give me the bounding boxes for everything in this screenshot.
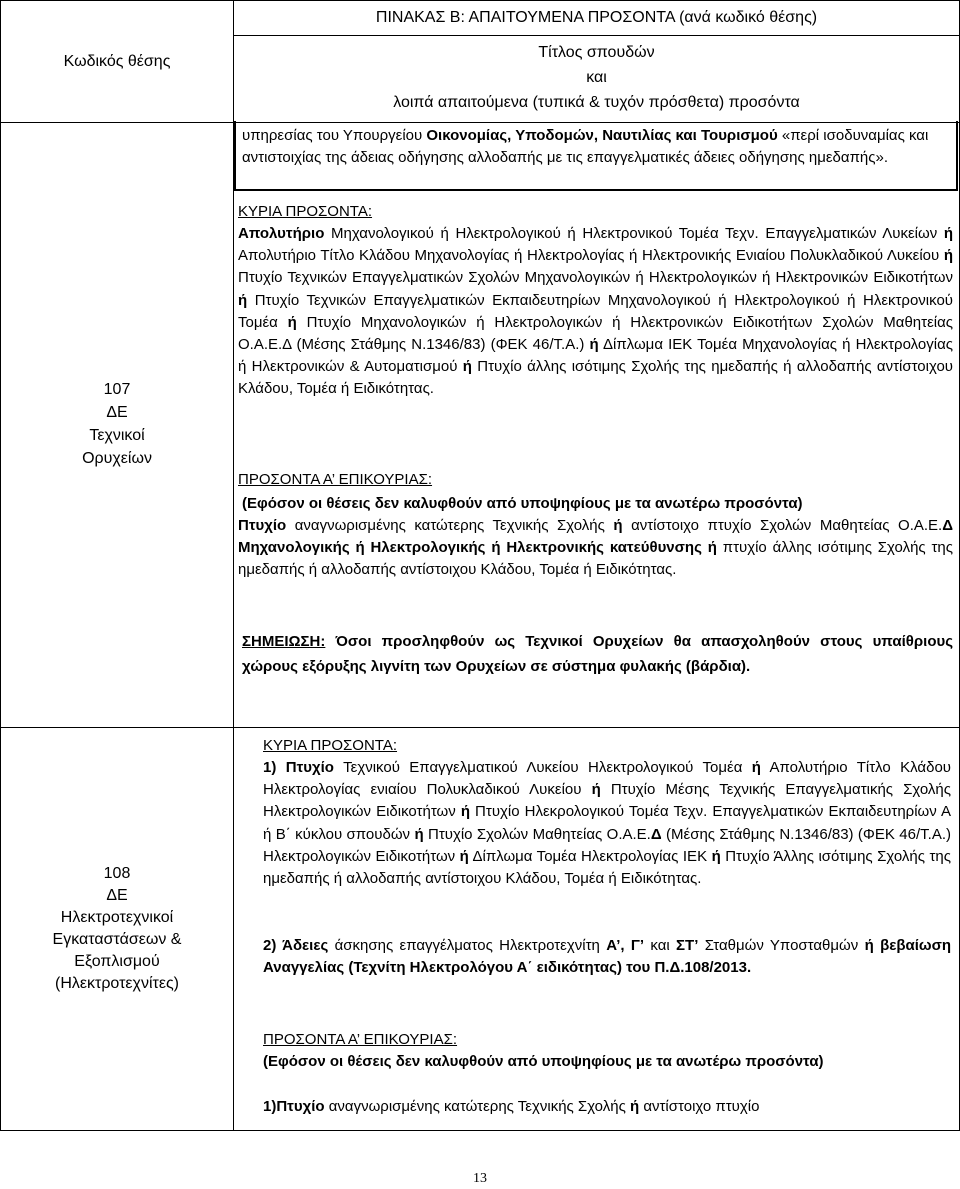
aux-qualifications-heading: ΠΡΟΣΟΝΤΑ Α’ ΕΠΙΚΟΥΡΙΑΣ: [238,471,433,488]
position-code-cell [1,727,234,1130]
main-qualifications-text: Απολυτήριο Μηχανολογικού ή Ηλεκτρολογικού ή Ηλεκτρονικού Τομέα Τεχν. Επαγγελματικών Λυκείων ή Απολυτήριο Τίτλο Κλάδου Μηχανολογίας ή Ηλεκτρολογίας ή Ηλεκτρονικής Ενιαίου Πολυκλαδικού Λυκείου ή Πτυχίο Τεχνικών Επαγγελματικών Σχολών Μηχανολογικών ή Ηλεκτρολογικών ή Ηλεκτρονικών Ειδικοτήτων ή Πτυχίο Τεχνικών Επαγγελματικών Εκπαιδευτηρίων Μηχανολογικού ή Ηλεκτρολογικού ή Ηλεκτρονικού Τομέα ή Πτυχίο Μηχανολογικών ή Ηλεκτρολογικών ή Ηλεκτρονικών Ειδικοτήτων Σχολών Μαθητείας Ο.Α.Ε.Δ (Μέσης Στάθμης Ν.1346/83) (ΦΕΚ 46/Τ.Α.) ή Δίπλωμα ΙΕΚ Τομέα Μηχανολογίας ή Ηλεκτρολογίας ή Ηλεκτρονικών & Αυτοματισμού ή Πτυχίο άλλης ισότιμης Σχολής της ημεδαπής ή αλλοδαπής αντίστοιχου Κλάδου, Τομέα ή Ειδικότητας. [238,225,953,398]
licence-requirements-text: 2) Άδειες άσκησης επαγγέλματος Ηλεκτροτεχνίτη Α’, Γ’ και ΣΤ’ Σταθμών Υποσταθμών ή βεβαίωση Αναγγελίας (Τεχνίτη Ηλεκτρολόγου Α΄ ειδικότητας) του Π.Δ.108/2013. [263,937,952,977]
position-title: Ηλεκτροτεχνικοί [60,908,174,926]
aux-qualifications-heading: ΠΡΟΣΟΝΤΑ Α’ ΕΠΙΚΟΥΡΙΑΣ: [263,1031,458,1048]
note-paragraph [242,629,953,679]
subtitle-line: και [586,69,607,86]
aux-qualifications-text: 1)Πτυχίο αναγνωρισμένης κατώτερης Τεχνικής Σχολής ή αντίστοιχο πτυχίο [263,1098,760,1115]
position-title: Ορυχείων [82,450,152,467]
position-category: ΔΕ [106,404,128,421]
continued-text-box: υπηρεσίας του Υπουργείου Οικονομίας, Υποδομών, Ναυτιλίας και Τουρισμού «περί ισοδυναμίας και αντιστοιχίας της άδειας οδήγησης αλλοδαπής με τις επαγγελματικές άδειες οδήγησης ημεδαπής». [234,121,958,191]
main-qualifications-text: 1) Πτυχίο Τεχνικού Επαγγελματικού Λυκείου Ηλεκτρολογικού Τομέα ή Απολυτήριο Τίτλο Κλάδου Ηλεκτρολογίας ενιαίου Πολυκλαδικού Λυκείου ή Πτυχίο Μέσης Τεχνικής Επαγγελματικής Σχολής Ηλεκτρολογικών Ειδικοτήτων ή Πτυχίο Ηλεκρολογικού Τομέα Τεχν. Επαγγελματικών Εκπαιδευτηρίων Α ή Β΄ κύκλου σπουδών ή Πτυχίο Σχολών Μαθητείας Ο.Α.Ε.Δ (Μέσης Στάθμης Ν.1346/83) (ΦΕΚ 46/Τ.Α.) Ηλεκτρολογικών Ειδικοτήτων ή Δίπλωμα Τομέα Ηλεκτρολογίας ΙΕΚ ή Πτυχίο Άλλης ισότιμης Σχολής της ημεδαπής ή αλλοδαπής αντίστοιχου Κλάδου, Τομέα ή Ειδικότητας. [263,759,951,888]
table-row-107 [0,121,960,728]
position-title: Εγκαταστάσεων & [52,930,182,948]
position-title: Εξοπλισμού [74,952,160,970]
aux-condition: (Εφόσον οι θέσεις δεν καλυφθούν από υποψηφίους με τα ανωτέρω προσόντα) [242,495,803,512]
table-title: ΠΙΝΑΚΑΣ Β: ΑΠΑΙΤΟΥΜΕΝΑ ΠΡΟΣΟΝΤΑ (ανά κωδικό θέσης) [234,1,959,36]
code-column-header: Κωδικός θέσης [1,1,234,122]
main-qualifications-heading: ΚΥΡΙΑ ΠΡΟΣΟΝΤΑ: [238,203,373,220]
position-code: 107 [103,381,131,398]
aux-qualifications-text: Πτυχίο αναγνωρισμένης κατώτερης Τεχνικής Σχολής ή αντίστοιχο πτυχίο Σχολών Μαθητείας Ο.Α.Ε.Δ Μηχανολογικής ή Ηλεκτρολογικής ή Ηλεκτρονικής κατεύθυνσης ή πτυχίο άλλης ισότιμης Σχολής της ημεδαπής ή αλλοδαπής αντίστοιχου Κλάδου, Τομέα ή Ειδικότητας. [238,517,954,579]
qualifications-column-header [234,1,959,122]
position-title: (Ηλεκτροτεχνίτες) [54,974,179,992]
table-row-108 [0,727,960,1131]
subtitle-line: Τίτλος σπουδών [538,44,655,61]
main-qualifications-heading: ΚΥΡΙΑ ΠΡΟΣΟΝΤΑ: [263,737,398,754]
note-text: Όσοι προσληφθούν ως Τεχνικοί Ορυχείων θα απασχοληθούν στους υπαίθριους χώρους εξόρυξης λιγνίτη των Ορυχείων σε σύστημα φυλακής (βάρδια). [242,633,954,675]
note-label: ΣΗΜΕΙΩΣΗ: [242,633,326,650]
position-title: Τεχνικοί [89,427,145,444]
position-category: ΔΕ [106,886,128,904]
position-code: 108 [103,864,131,882]
table-header-row [0,0,960,123]
position-code-cell [1,121,234,727]
aux-condition: (Εφόσον οι θέσεις δεν καλυφθούν από υποψηφίους με τα ανωτέρω προσόντα) [263,1053,824,1070]
subtitle-line: λοιπά απαιτούμενα (τυπικά & τυχόν πρόσθετα) προσόντα [393,94,800,111]
column-subtitle [234,36,959,122]
page-number: 13 [473,1171,487,1186]
